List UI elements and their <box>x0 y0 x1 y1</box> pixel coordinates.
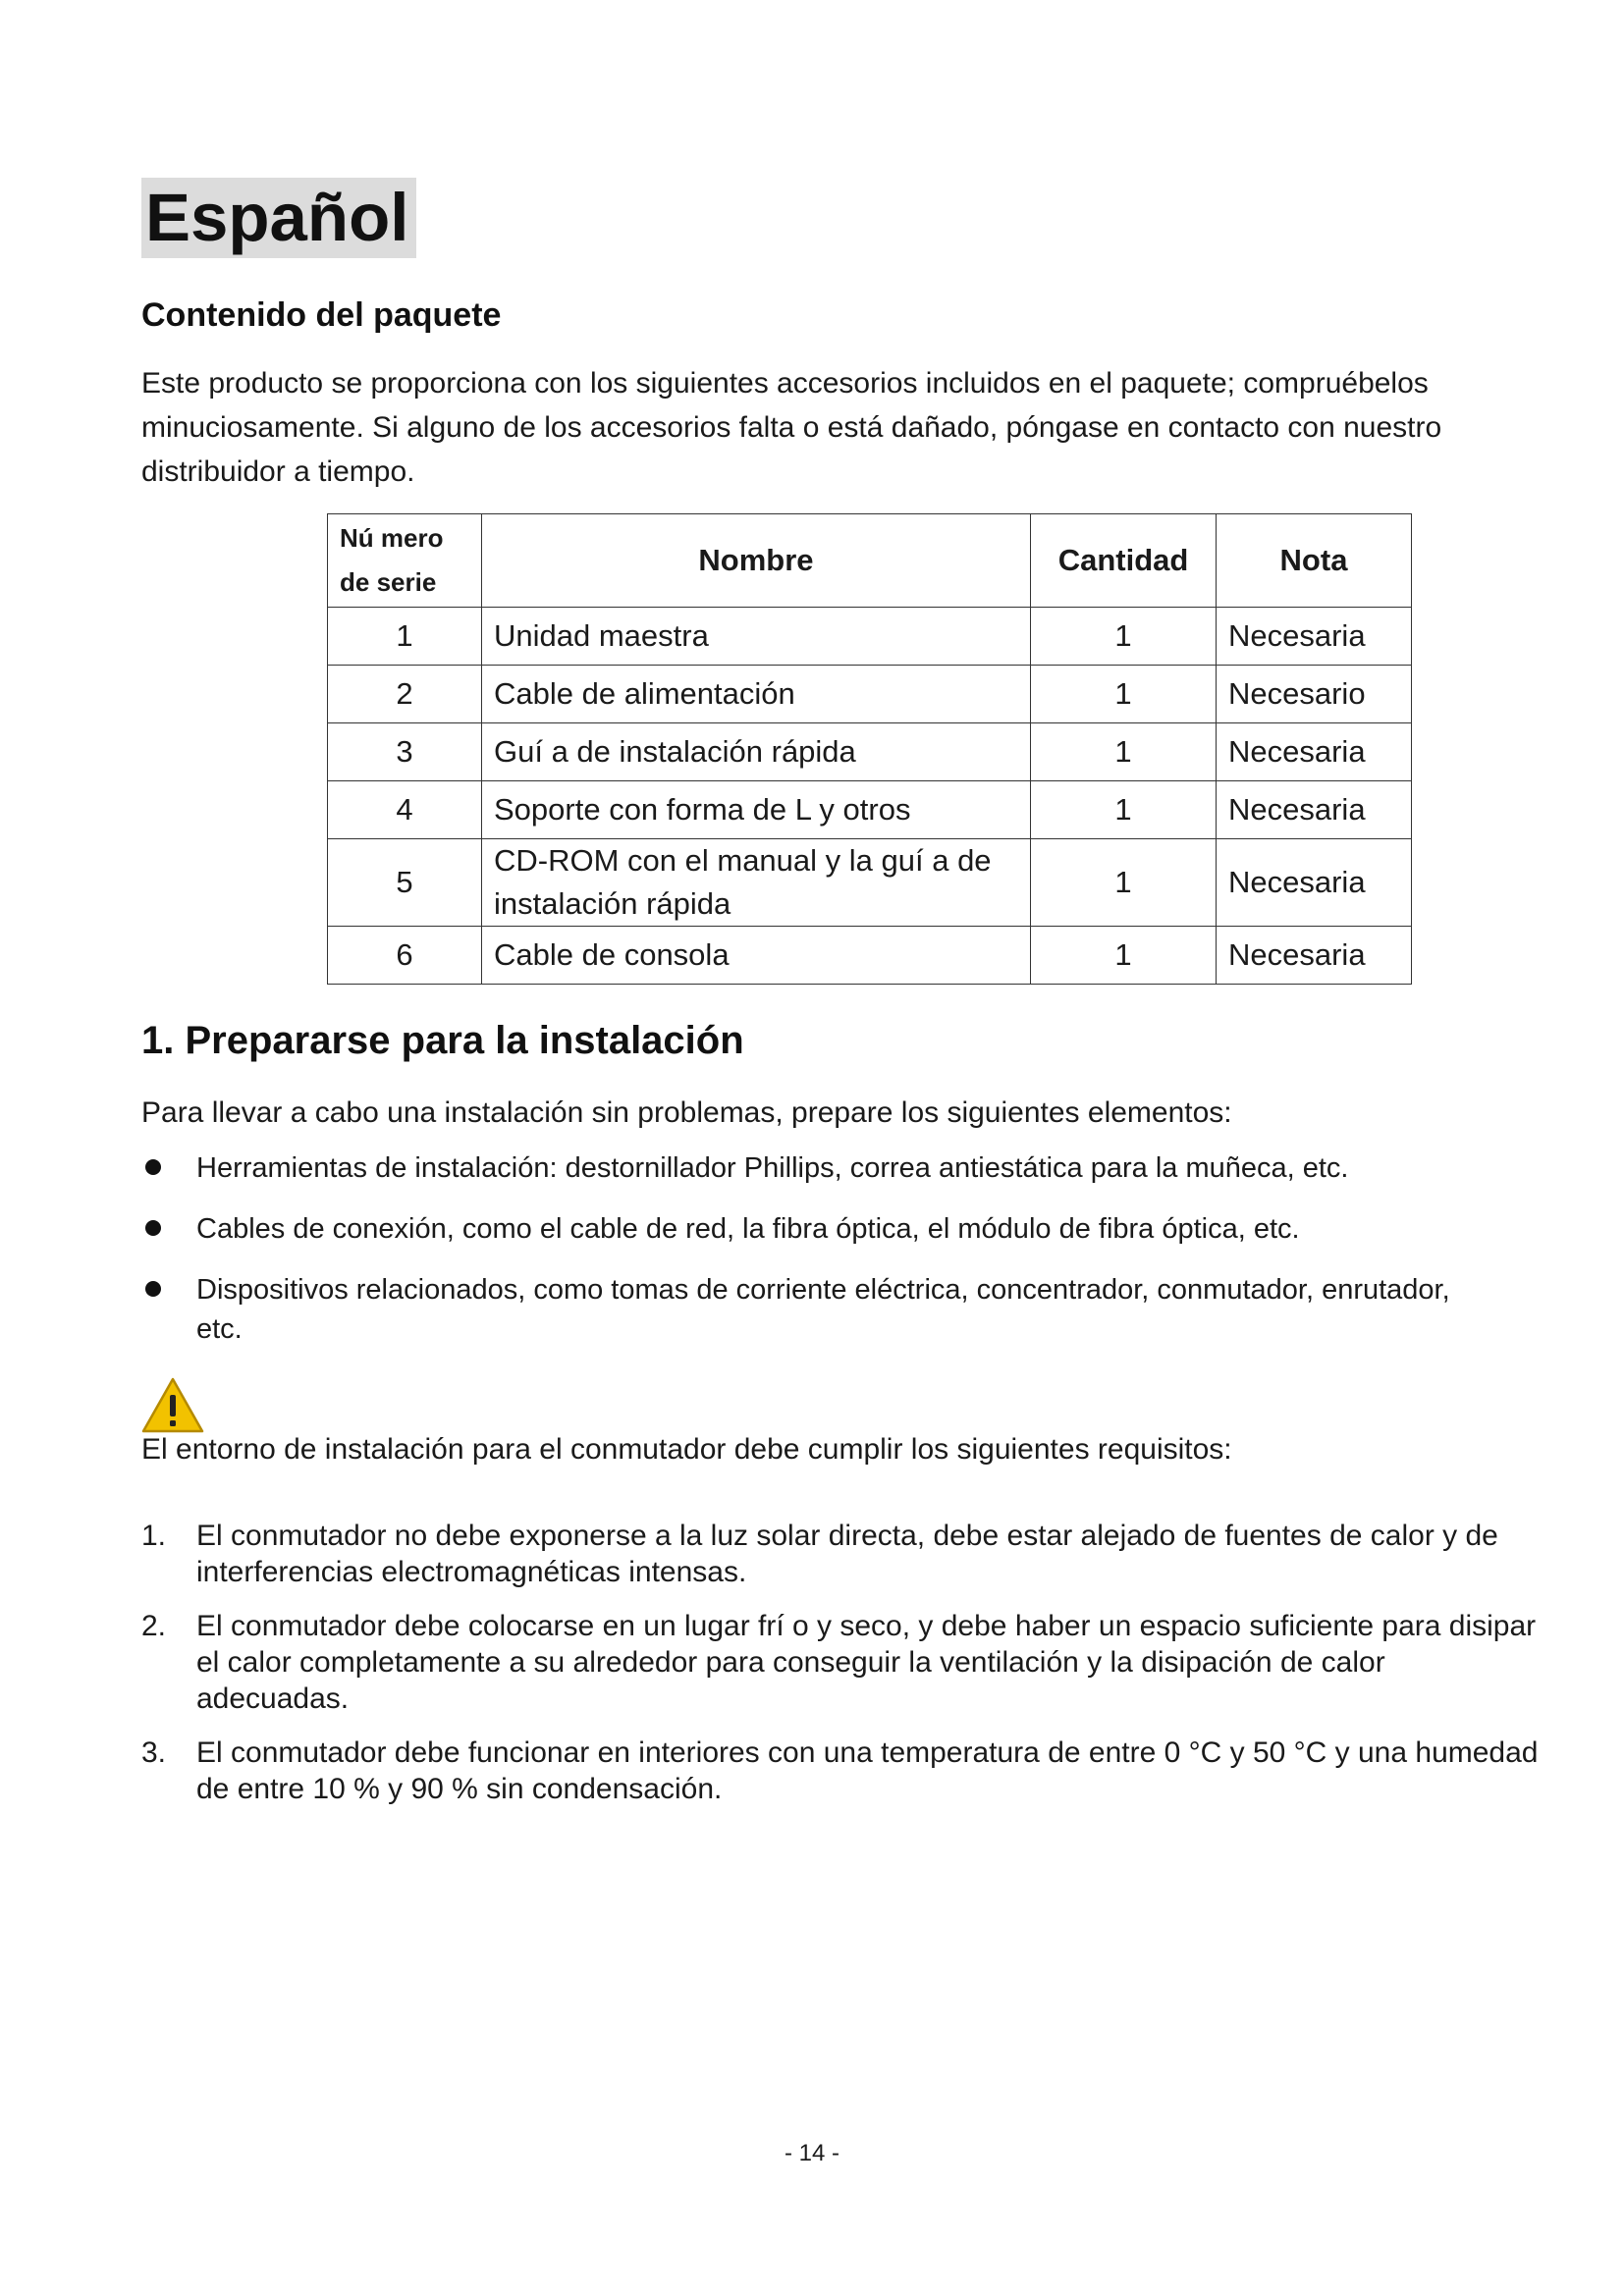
list-item <box>141 1209 1477 1249</box>
requirements-list <box>141 1518 1545 1825</box>
cell-note: Necesaria <box>1217 608 1412 666</box>
list-item <box>141 1518 1545 1590</box>
requirement-number: 2. <box>141 1610 167 1642</box>
requirement-text: El conmutador no debe exponerse a la luz solar directa, debe estar alejado de fuentes de calor y de interferencias electromagnéticas intensas. <box>196 1520 1498 1588</box>
cell-quantity: 1 <box>1031 608 1217 666</box>
header-serial-line2: de serie <box>340 567 437 597</box>
cell-note: Necesaria <box>1217 781 1412 839</box>
table-row <box>328 781 1412 839</box>
cell-name-line2: instalación rápida <box>494 886 731 921</box>
cell-serial: 1 <box>328 608 482 666</box>
requirement-text: El conmutador debe funcionar en interiores con una temperatura de entre 0 °C y 50 °C y una humedad de entre 10 % y 90 % sin condensación. <box>196 1736 1539 1805</box>
header-serial-line1: Nú mero <box>340 523 444 553</box>
cell-note: Necesaria <box>1217 927 1412 985</box>
cell-note: Necesario <box>1217 666 1412 723</box>
requirement-text: El conmutador debe colocarse en un lugar frí o y seco, y debe haber un espacio suficiente para disipar el calor completamente a su alrededor para conseguir la ventilación y la disipación de calor adecuadas. <box>196 1610 1537 1715</box>
cell-serial: 5 <box>328 839 482 927</box>
cell-name-line1: CD-ROM con el manual y la guí a de <box>494 843 992 878</box>
cell-note: Necesaria <box>1217 839 1412 927</box>
bullet-dot-icon <box>145 1281 161 1297</box>
cell-serial: 2 <box>328 666 482 723</box>
cell-serial: 3 <box>328 723 482 781</box>
cell-serial: 6 <box>328 927 482 985</box>
cell-quantity: 1 <box>1031 723 1217 781</box>
cell-name: Cable de consola <box>482 927 1031 985</box>
bullet-text: Dispositivos relacionados, como tomas de corriente eléctrica, concentrador, conmutador, enrutador, etc. <box>196 1274 1450 1345</box>
cell-note: Necesaria <box>1217 723 1412 781</box>
bullet-text: Herramientas de instalación: destornillador Phillips, correa antiestática para la muñeca, etc. <box>196 1152 1349 1184</box>
package-intro: Este producto se proporciona con los siguientes accesorios incluidos en el paquete; compruébelos minuciosamente. Si alguno de los accesorios falta o está dañado, póngase en contacto con nuestro distribuidor a tiempo. <box>141 367 1442 488</box>
bullet-text: Cables de conexión, como el cable de red, la fibra óptica, el módulo de fibra óptica, etc. <box>196 1213 1300 1245</box>
bullet-dot-icon <box>145 1220 161 1236</box>
table-row <box>328 839 1412 927</box>
requirement-number: 1. <box>141 1520 167 1552</box>
cell-name: Cable de alimentación <box>482 666 1031 723</box>
preparation-heading: 1. Prepararse para la instalación <box>141 1019 744 1062</box>
preparation-bullet-list <box>141 1148 1477 1370</box>
cell-quantity: 1 <box>1031 666 1217 723</box>
warning-text: El entorno de instalación para el conmutador debe cumplir los siguientes requisitos: <box>141 1433 1232 1466</box>
header-name: Nombre <box>482 514 1031 608</box>
list-item <box>141 1270 1477 1349</box>
list-item <box>141 1148 1477 1188</box>
preparation-intro: Para llevar a cabo una instalación sin problemas, prepare los siguientes elementos: <box>141 1096 1232 1129</box>
cell-quantity: 1 <box>1031 927 1217 985</box>
table-row <box>328 723 1412 781</box>
table-row <box>328 927 1412 985</box>
table-row <box>328 608 1412 666</box>
package-contents-heading: Contenido del paquete <box>141 296 502 334</box>
list-item <box>141 1735 1545 1807</box>
header-note: Nota <box>1217 514 1412 608</box>
cell-name: Guí a de instalación rápida <box>482 723 1031 781</box>
header-serial-number <box>328 514 482 608</box>
cell-quantity: 1 <box>1031 781 1217 839</box>
cell-name: Unidad maestra <box>482 608 1031 666</box>
requirement-number: 3. <box>141 1736 167 1769</box>
cell-name <box>482 839 1031 927</box>
header-quantity: Cantidad <box>1031 514 1217 608</box>
cell-quantity: 1 <box>1031 839 1217 927</box>
package-contents-table <box>327 513 1412 985</box>
warning-triangle-icon <box>141 1377 204 1434</box>
cell-serial: 4 <box>328 781 482 839</box>
table-row <box>328 666 1412 723</box>
page-number: - 14 - <box>784 2140 839 2166</box>
page-title: Español <box>141 178 416 258</box>
table-header-row <box>328 514 1412 608</box>
list-item <box>141 1608 1545 1717</box>
cell-name: Soporte con forma de L y otros <box>482 781 1031 839</box>
bullet-dot-icon <box>145 1159 161 1175</box>
